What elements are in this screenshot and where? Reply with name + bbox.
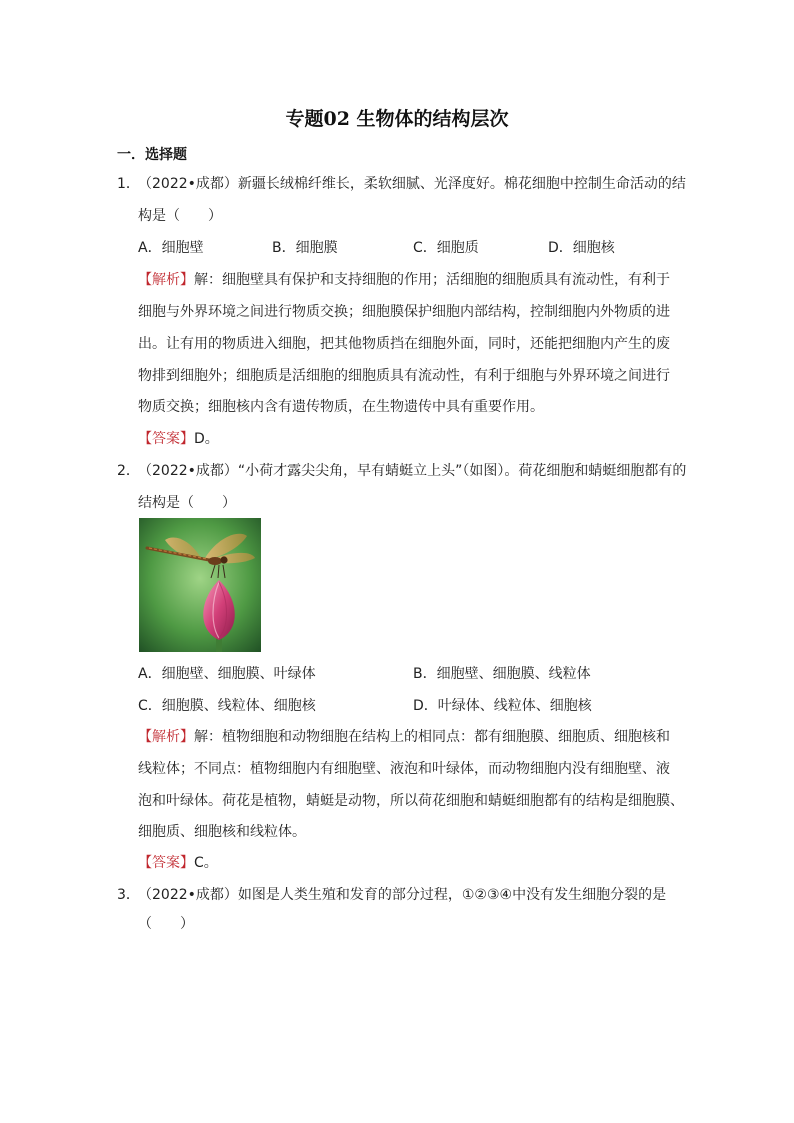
question-1-option-b: B．细胞膜 xyxy=(272,240,338,256)
question-3-number: 3． xyxy=(117,887,140,903)
question-1-option-a: A．细胞壁 xyxy=(138,240,204,256)
question-3-stem-line1: （2022•成都）如图是人类生殖和发育的部分过程，①②③④中没有发生细胞分裂的是 xyxy=(138,887,667,903)
question-1-option-d: D．细胞核 xyxy=(548,240,615,256)
dragonfly-lotus-photo xyxy=(139,518,261,652)
question-1-analysis-line5: 物质交换；细胞核内含有遗传物质，在生物遗传中具有重要作用。 xyxy=(138,399,544,415)
answer-label: 【答案】 xyxy=(138,431,194,447)
analysis-label: 【解析】 xyxy=(138,729,194,745)
question-2-analysis-line4: 细胞质、细胞核和线粒体。 xyxy=(138,824,306,840)
question-2-analysis-line1 xyxy=(138,727,670,747)
question-1-option-c: C．细胞质 xyxy=(413,240,479,256)
analysis-label: 【解析】 xyxy=(138,272,194,288)
analysis-text: 解：植物细胞和动物细胞在结构上的相同点：都有细胞膜、细胞质、细胞核和 xyxy=(194,729,670,745)
question-1-analysis-line4: 物排到细胞外；细胞质是活细胞的细胞质具有流动性，有利于细胞与外界环境之间进行 xyxy=(138,368,670,384)
question-1-number: 1． xyxy=(117,176,140,192)
answer-text: C。 xyxy=(194,855,218,871)
question-2-option-b: B．细胞壁、细胞膜、线粒体 xyxy=(413,666,591,682)
question-2-option-a: A．细胞壁、细胞膜、叶绿体 xyxy=(138,666,316,682)
question-2-option-d: D．叶绿体、线粒体、细胞核 xyxy=(413,698,592,714)
question-3-stem-line2: （ ） xyxy=(138,916,194,932)
question-2-analysis-line2: 线粒体；不同点：植物细胞内有细胞壁、液泡和叶绿体，而动物细胞内没有细胞壁、液 xyxy=(138,761,670,777)
question-1-stem-line1: （2022•成都）新疆长绒棉纤维长，柔软细腻、光泽度好。棉花细胞中控制生命活动的结 xyxy=(138,176,686,192)
question-2-stem-line2: 结构是（ ） xyxy=(138,495,236,511)
section-heading: 一．选择题 xyxy=(117,147,187,163)
question-1-analysis-line2: 细胞与外界环境之间进行物质交换；细胞膜保护细胞内部结构，控制细胞内外物质的进 xyxy=(138,304,670,320)
question-2-analysis-line3: 泡和叶绿体。荷花是植物，蜻蜓是动物，所以荷花细胞和蜻蜓细胞都有的结构是细胞膜、 xyxy=(138,793,684,809)
answer-label: 【答案】 xyxy=(138,855,194,871)
question-2-stem-line1: （2022•成都）“小荷才露尖尖角，早有蜻蜓立上头”（如图）。荷花细胞和蜻蜓细胞都有的 xyxy=(138,463,687,479)
question-1-analysis-line1 xyxy=(138,270,670,290)
question-1-stem-line2: 构是（ ） xyxy=(138,208,222,224)
analysis-text: 解：细胞壁具有保护和支持细胞的作用；活细胞的细胞质具有流动性，有利于 xyxy=(194,272,670,288)
question-1-analysis-line3: 出。让有用的物质进入细胞，把其他物质挡在细胞外面，同时，还能把细胞内产生的废 xyxy=(138,336,670,352)
question-2-answer xyxy=(138,853,218,873)
question-2-option-c: C．细胞膜、线粒体、细胞核 xyxy=(138,698,316,714)
page-title: 专题02 生物体的结构层次 xyxy=(285,108,509,130)
answer-text: D。 xyxy=(194,431,219,447)
question-1-answer xyxy=(138,429,219,449)
question-2-number: 2． xyxy=(117,463,140,479)
